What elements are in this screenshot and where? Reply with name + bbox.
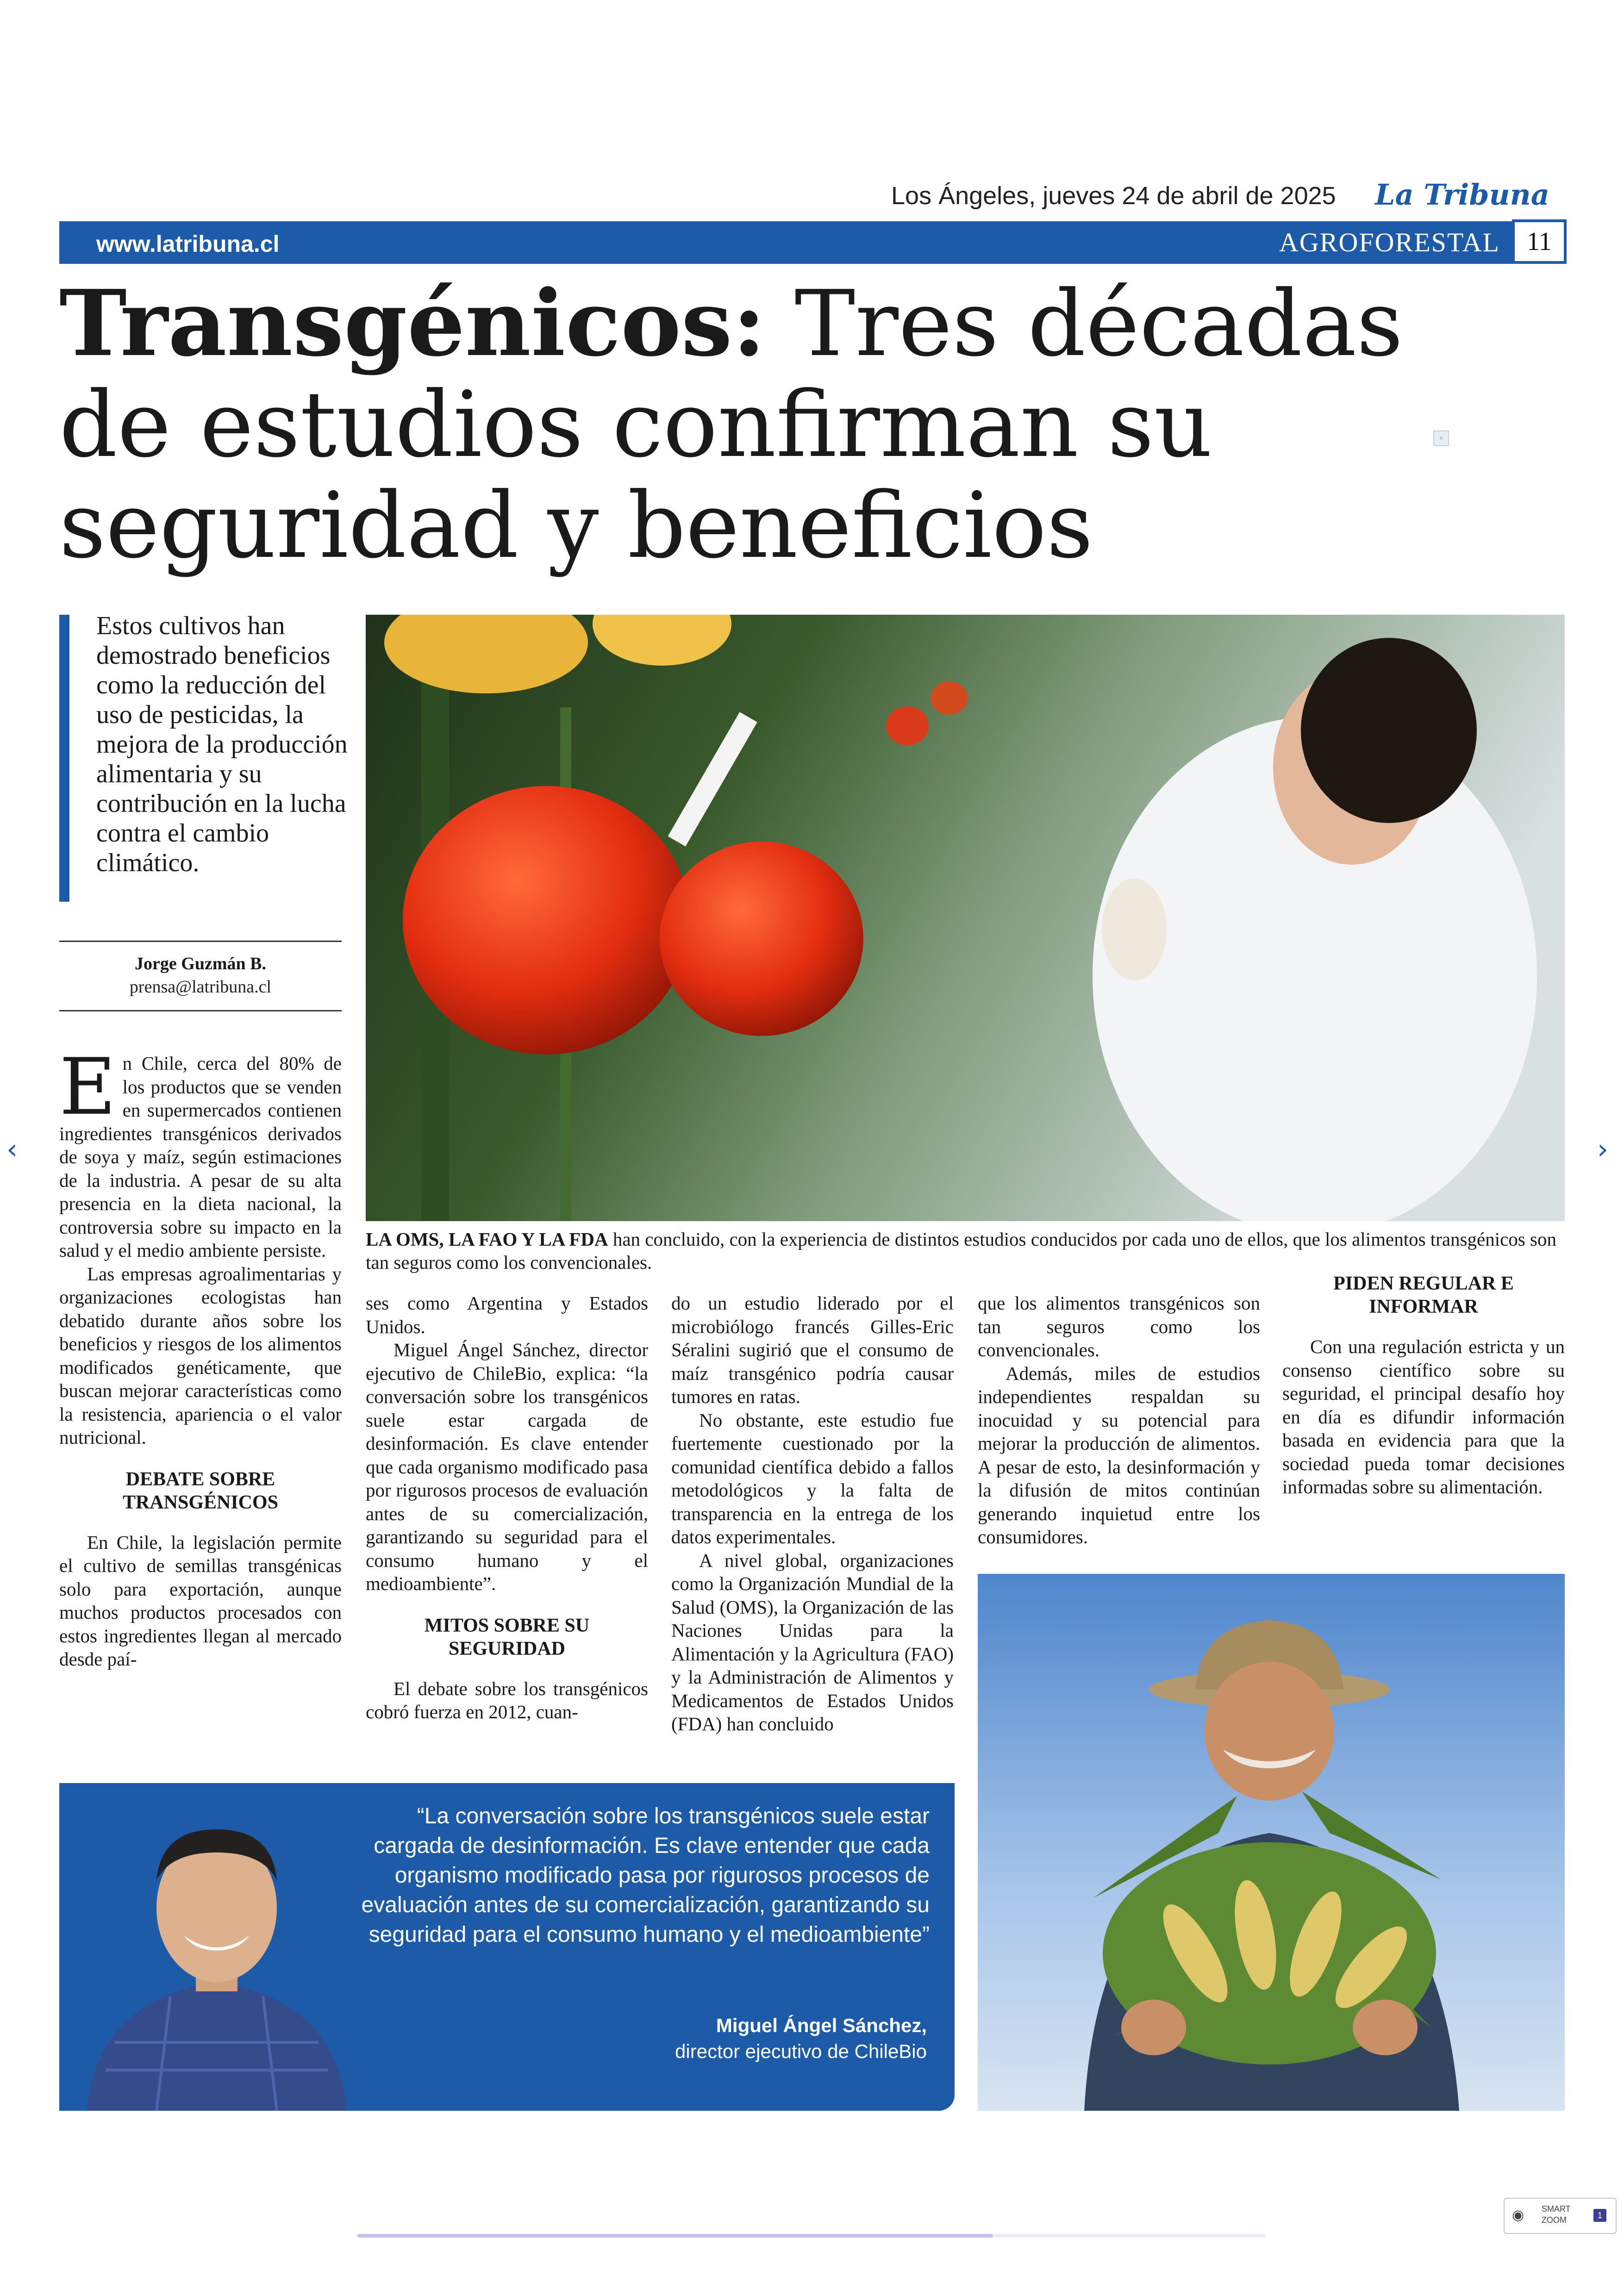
divider: [59, 1010, 342, 1011]
header-bar: [59, 221, 1565, 264]
article-column-3: [671, 1291, 954, 1736]
paragraph: Además, miles de estudios independientes respaldan su inocuidad y su potencial para mejorar la producción de alimentos. A pesar de esto, la desinformación y la difusión de mitos continúan generando inquietud entre los consumidores.: [978, 1362, 1260, 1547]
paragraph: Miguel Ángel Sánchez, director ejecutivo de ChileBio, explica: “la conversación sobre los transgénicos suele estar cargada de desinformación. Es clave entender que cada organismo modificado pasa por rigurosos procesos de evaluación antes de su comercialización, garantizando su seguridad para el consumo humano y el medioambiente”.: [366, 1339, 648, 1594]
portrait-photo: [87, 1802, 346, 2111]
page-number: 11: [1512, 219, 1567, 264]
reading-progress-bar[interactable]: [357, 2234, 1266, 2238]
eye-icon: ◉: [1512, 2207, 1524, 2223]
farmer-corn-illustration: [978, 1574, 1565, 2111]
headline-rest: Tres décadas de estudios confirman su seguridad y beneficios: [59, 271, 1403, 579]
photo-caption: [366, 1228, 1565, 1274]
dateline: Los Ángeles, jueves 24 de abril de 2025: [891, 182, 1336, 210]
smart-zoom-button[interactable]: [1504, 2198, 1617, 2234]
quote-author-role: director ejecutivo de ChileBio: [675, 2040, 927, 2062]
article-column-2: [366, 1291, 648, 1724]
paragraph: Con una regulación estricta y un consenso científico sobre su seguridad, el principal desafío hoy en día es difundir información basada en evidencia para que la sociedad pueda tomar decisiones informadas sobre su alimentación.: [1282, 1336, 1565, 1497]
pull-quote-box: [59, 1783, 955, 2111]
lead-text: Estos cultivos han demostrado beneficios como la reducción del uso de pesticidas, la mejora de la producción alimentaria y su contribución en la lucha contra el cambio climático.: [96, 611, 348, 877]
section-name: AGROFORESTAL: [1279, 227, 1500, 257]
paragraph: do un estudio liderado por el microbiólogo francés Gilles-Eric Séralini sugirió que el consumo de maíz transgénico podría causar tumores en ratas.: [671, 1292, 954, 1407]
quote-text: “La conversación sobre los transgénicos suele estar cargada de desinformación. Es clave entender que cada organismo modificado pasa por rigurosos procesos de evaluación antes de su comercialización, garantizando su seguridad para el consumo humano y el medioambiente”: [361, 1804, 930, 1947]
smart-zoom-label: SMART ZOOM: [1542, 2204, 1571, 2225]
farmer-corn-photo: [978, 1574, 1565, 2111]
subheading: DEBATE SOBRE TRANSGÉNICOS: [122, 1468, 279, 1513]
chevron-right-icon[interactable]: ›: [1597, 1133, 1608, 1166]
paragraph: ses como Argentina y Estados Unidos.: [366, 1292, 648, 1337]
subheading: PIDEN REGULAR E INFORMAR: [1333, 1273, 1514, 1317]
article-column-1: [59, 1041, 342, 1671]
author-name: Jorge Guzmán B.: [135, 954, 266, 973]
tomato-greenhouse-illustration: [366, 615, 1565, 1221]
paragraph: n Chile, cerca del 80% de los productos que se venden en supermercados contienen ingredientes transgénicos derivados de soya y maíz, según estimaciones de la industria. A pesar de su alta presencia en la dieta nacional, la controversia sobre su impacto en la salud y el medio ambiente persiste.: [59, 1053, 342, 1261]
article-column-4: [978, 1291, 1260, 1549]
drop-cap: E: [59, 1041, 116, 1132]
newspaper-logo: La Tribuna: [1375, 178, 1549, 212]
caption-bold: LA OMS, LA FAO Y LA FDA: [366, 1229, 608, 1250]
divider: [59, 941, 342, 942]
zoom-level-badge: 1: [1593, 2209, 1606, 2222]
caption-text: han concluido, con la experiencia de distintos estudios conducidos por cada uno de ellos, que los alimentos transgénicos son tan seguros como los convencionales.: [366, 1229, 1556, 1273]
paragraph: En Chile, la legislación permite el cultivo de semillas transgénicas solo para exportación, aunque muchos productos procesados con estos ingredientes llegan al mercado desde paí-: [59, 1531, 342, 1670]
headline: [59, 270, 1448, 579]
chevron-left-icon[interactable]: ‹: [6, 1133, 18, 1166]
subheading: MITOS SOBRE SU SEGURIDAD: [424, 1615, 590, 1659]
headline-bold: Transgénicos:: [59, 270, 766, 377]
note-icon[interactable]: ▫: [1433, 430, 1449, 446]
author-email[interactable]: prensa@latribuna.cl: [129, 977, 272, 997]
lead-accent-bar: [59, 615, 69, 902]
paragraph: que los alimentos transgénicos son tan seguros como los convencionales.: [978, 1292, 1260, 1360]
paragraph: A nivel global, organizaciones como la Organización Mundial de la Salud (OMS), la Organización de las Naciones Unidas para la Alimentación y la Agricultura (FAO) y la Administración de Alimentos y Medicamentos de Estados Unidos (FDA) han concluido: [671, 1549, 954, 1734]
site-url[interactable]: www.latribuna.cl: [96, 231, 280, 257]
article-column-5: [1282, 1272, 1565, 1499]
reading-progress-fill: [357, 2234, 993, 2238]
quote-author: Miguel Ángel Sánchez,: [716, 2014, 927, 2036]
paragraph: Las empresas agroalimentarias y organizaciones ecologistas han debatido durante años sobre los beneficios y riesgos de los alimentos modificados genéticamente, que buscan mejorar características como la resistencia, apariencia o el valor nutricional.: [59, 1263, 342, 1448]
tomato-greenhouse-photo: [366, 615, 1565, 1221]
paragraph: El debate sobre los transgénicos cobró fuerza en 2012, cuan-: [366, 1678, 648, 1722]
paragraph: No obstante, este estudio fue fuertemente cuestionado por la comunidad científica debido a fallos metodológicos y la falta de transparencia en la entrega de los datos experimentales.: [671, 1409, 954, 1547]
